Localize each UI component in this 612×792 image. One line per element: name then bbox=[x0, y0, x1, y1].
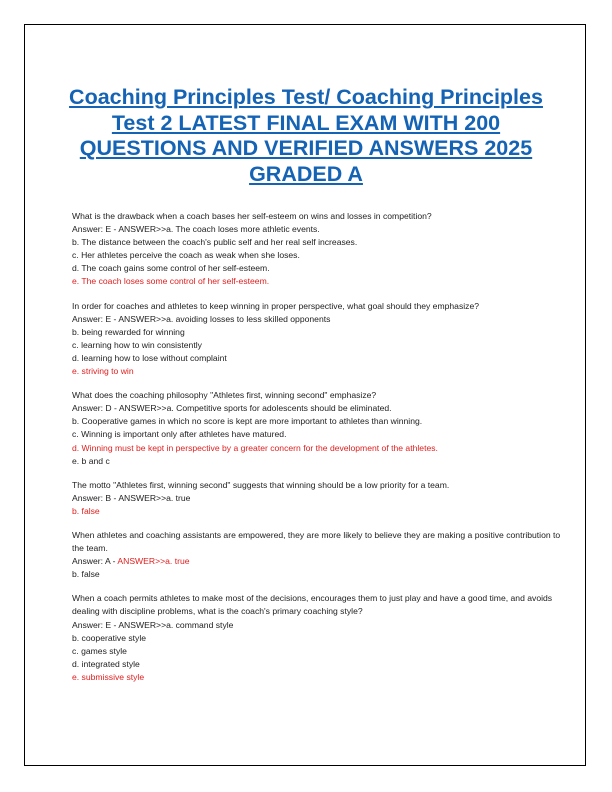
answer-option-c: c. Her athletes perceive the coach as weak when she loses. bbox=[72, 250, 300, 261]
answer-prefix: Answer: E - bbox=[72, 619, 119, 630]
answer-option-e: e. b and c bbox=[72, 455, 110, 466]
question-block-5 bbox=[72, 529, 562, 581]
answer-line bbox=[72, 402, 562, 415]
answer-option-a: ANSWER>>a. true bbox=[118, 492, 191, 503]
correct-answer-option-b: b. false bbox=[72, 505, 100, 516]
question-block-4 bbox=[72, 479, 562, 518]
answer-option-a: ANSWER>>a. Competitive sports for adolescents should be eliminated. bbox=[118, 403, 392, 414]
answer-option-b: b. The distance between the coach's public self and her real self increases. bbox=[72, 237, 358, 248]
correct-answer-option-d: d. Winning must be kept in perspective by a greater concern for the development of the athletes. bbox=[72, 442, 438, 453]
answer-line bbox=[72, 223, 562, 236]
answer-option-b: b. being rewarded for winning bbox=[72, 326, 185, 337]
question-text: When athletes and coaching assistants are empowered, they are more likely to believe they are making a positive contribution to the team. bbox=[72, 529, 561, 554]
question-block-2 bbox=[72, 300, 562, 379]
correct-answer-option-e: e. striving to win bbox=[72, 366, 134, 377]
question-text: What does the coaching philosophy "Athletes first, winning second" emphasize? bbox=[72, 390, 377, 401]
question-block-6 bbox=[72, 592, 562, 684]
answer-option-d: d. The coach gains some control of her self-esteem. bbox=[72, 263, 270, 274]
document-title: Coaching Principles Test/ Coaching Principles Test 2 LATEST FINAL EXAM WITH 200 QUESTIONS AND VERIFIED ANSWERS 2025 GRADED A bbox=[69, 85, 543, 186]
answer-line bbox=[72, 492, 562, 505]
answer-prefix: Answer: E - bbox=[72, 313, 119, 324]
answer-prefix: Answer: E - bbox=[72, 224, 119, 235]
question-block-1 bbox=[72, 210, 562, 289]
correct-answer-option-e: e. submissive style bbox=[72, 671, 145, 682]
answer-option-c: c. Winning is important only after athletes have matured. bbox=[72, 429, 287, 440]
answer-option-c: c. learning how to win consistently bbox=[72, 339, 202, 350]
question-text: When a coach permits athletes to make most of the decisions, encourages them to just play and have a good time, and avoids dealing with discipline problems, what is the coach's primary coaching style? bbox=[72, 593, 553, 617]
answer-option-a: ANSWER>>a. command style bbox=[118, 619, 234, 630]
question-text: In order for coaches and athletes to keep winning in proper perspective, what goal should they emphasize? bbox=[72, 300, 480, 311]
answer-option-b: b. false bbox=[72, 569, 100, 580]
answer-prefix: Answer: B - bbox=[72, 492, 119, 503]
answer-option-d: d. integrated style bbox=[72, 658, 140, 669]
answer-prefix: Answer: D - bbox=[72, 403, 119, 414]
correct-answer-option-a: ANSWER>>a. true bbox=[117, 556, 190, 567]
question-block-3 bbox=[72, 389, 562, 468]
correct-answer-option-e: e. The coach loses some control of her self-esteem. bbox=[72, 276, 270, 287]
answer-line bbox=[72, 619, 562, 632]
answer-line bbox=[72, 555, 562, 568]
question-text: The motto "Athletes first, winning second" suggests that winning should be a low priority for a team. bbox=[72, 479, 450, 490]
answer-option-a: ANSWER>>a. The coach loses more athletic events. bbox=[118, 224, 320, 235]
answer-option-b: b. cooperative style bbox=[72, 632, 147, 643]
answer-option-b: b. Cooperative games in which no score is kept are more important to athletes than winning. bbox=[72, 416, 423, 427]
answer-option-a: ANSWER>>a. avoiding losses to less skilled opponents bbox=[118, 313, 331, 324]
answer-option-d: d. learning how to lose without complaint bbox=[72, 352, 227, 363]
answer-line bbox=[72, 313, 562, 326]
question-list bbox=[72, 210, 562, 695]
question-text: What is the drawback when a coach bases her self-esteem on wins and losses in competition? bbox=[72, 211, 432, 221]
answer-option-c: c. games style bbox=[72, 645, 127, 656]
answer-prefix: Answer: A - bbox=[72, 556, 118, 567]
